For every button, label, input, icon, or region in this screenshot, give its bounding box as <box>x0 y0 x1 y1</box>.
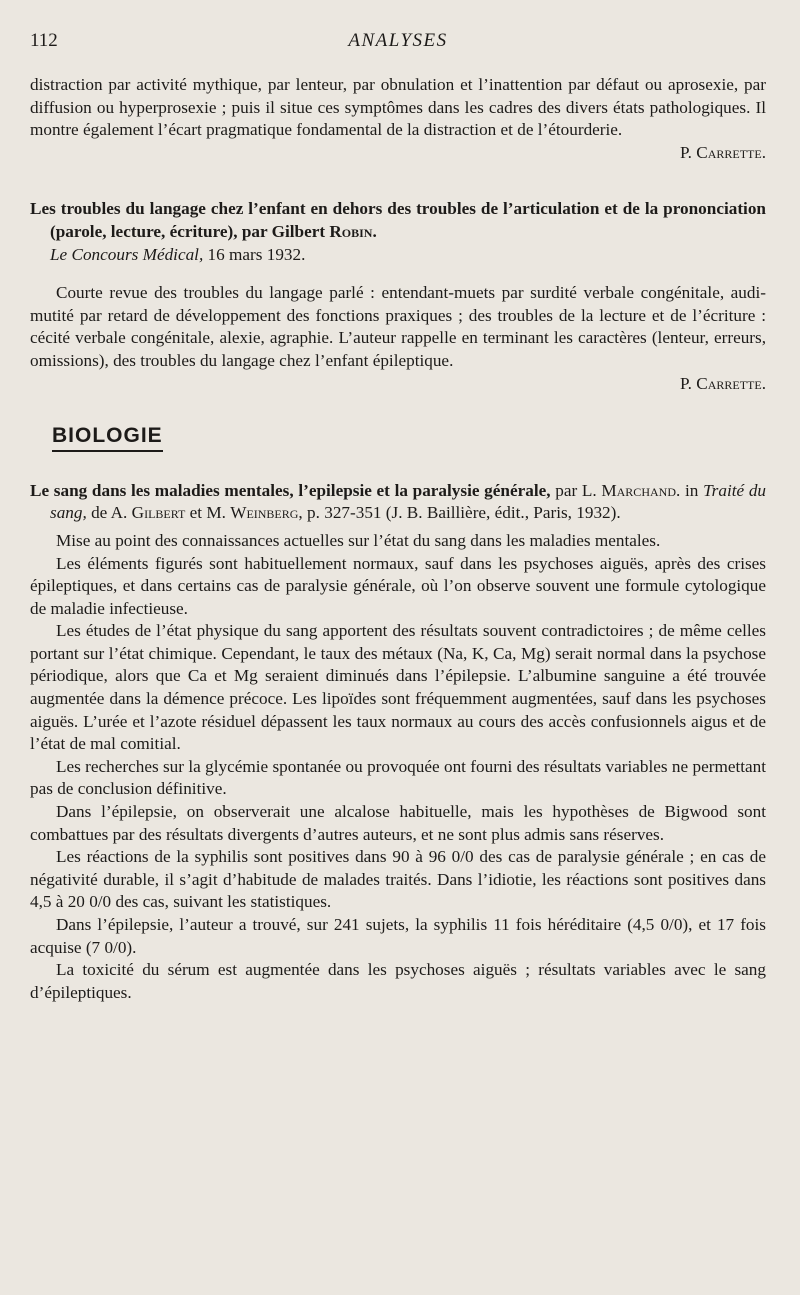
citation-de: de A. <box>91 503 128 523</box>
spacer <box>30 266 766 282</box>
citation-author: Marchand. <box>601 480 681 500</box>
page-content <box>30 74 766 1004</box>
article-paragraph: Les éléments figurés sont habituellement normaux, sauf dans les psychoses aiguës, après des crises épileptiques, et dans certains cas de paralysie générale, où l’on observe souvent une formule cytologique de maladie infectieuse. <box>30 553 766 618</box>
page-number: 112 <box>30 30 58 51</box>
article-citation <box>30 480 766 525</box>
journal-name: Le Concours Médical, <box>50 244 204 264</box>
citation-author: Gilbert <box>131 503 186 523</box>
running-title: ANALYSES <box>348 30 448 51</box>
article-paragraph: Dans l’épilepsie, l’auteur a trouvé, sur 241 sujets, la syphilis 11 fois héréditaire (4,5 0/0), et 17 fois acquise (7 0/0). <box>30 915 766 957</box>
article-paragraph: Les réactions de la syphilis sont positives dans 90 à 96 0/0 des cas de paralysie générale ; en cas de négativité durable, il s’agit d’habitude de malades traités. Dans l’idiotie, les réactions sont positives dans 4,5 à 20 0/0 des cas, suivant les statistiques. <box>30 847 766 912</box>
article-title-text: Les troubles du langage chez l’enfant en dehors des troubles de l’articulation et de la prononciation (parole, lecture, écriture), par Gilbert <box>30 199 766 241</box>
article-paragraph: Les recherches sur la glycémie spontanée ou provoquée ont fourni des résultats variables ne permettant pas de conclusion définitive. <box>30 756 766 799</box>
continued-paragraph: distraction par activité mythique, par lenteur, par obnulation et l’inattention par défaut ou aprosexie, par diffusion ou hyperprosexie ; puis il situe ces symptômes dans les cadres des divers états pathologiques. Il montre également l’écart pragmatique fondamental de la distraction et de l’étourderie. <box>30 75 766 140</box>
citation-in: in <box>684 480 699 500</box>
article-source <box>30 244 766 267</box>
journal-date: 16 mars 1932. <box>207 244 306 264</box>
article-title <box>30 198 766 243</box>
page-header <box>30 30 766 60</box>
article-paragraph: La toxicité du sérum est augmentée dans les psychoses aiguës ; résultats variables avec le sang d’épileptiques. <box>30 960 766 1002</box>
article-paragraph: Dans l’épilepsie, on observerait une alcalose habituelle, mais les hypothèses de Bigwood sont combattues par des résultats divergents d’autres auteurs, et ne sont plus admis sans réserves. <box>30 802 766 844</box>
article-title-text: Le sang dans les maladies mentales, l’epilepsie et la paralysie générale, <box>30 480 551 500</box>
article-author: Robin. <box>329 221 377 241</box>
citation-book: Traité du sang, <box>50 480 767 523</box>
article-paragraph: Les études de l’état physique du sang apportent des résultats souvent contradictoires ; de même celles portant sur l’état chimique. Cependant, le taux des métaux (Na, K, Ca, Mg) serait normal dans la psychose périodique, alors que Ca et Mg seraient diminués dans l’épilepsie. L’albumine sanguine a été trouvée augmentée dans la démence précoce. Les lipoïdes sont fréquemment augmentées, sauf dans les psychoses aiguës. L’urée et l’azote résiduel dépassent les taux normaux au cours des accès confusionnels aigus et de l’état de mal comitial. <box>30 621 766 754</box>
article-paragraph: Mise au point des connaissances actuelles sur l’état du sang dans les maladies mentales. <box>56 530 661 550</box>
signature: P. Carrette. <box>679 142 766 162</box>
article-body: Courte revue des troubles du langage parlé : entendant-muets par surdité verbale congénitale, audi-mutité par retard de développement des fonctions praxiques ; des troubles de la lecture et de l’écriture : cécité verbale congénitale, alexie, agraphie. L’auteur rappelle en terminant les caractères (lenteur, erreurs, omissions), des troubles du langage chez l’enfant épileptique. <box>30 283 766 370</box>
citation-author: Weinberg, <box>230 503 303 523</box>
citation-et: et M. <box>189 503 226 523</box>
signature: P. Carrette. <box>679 373 766 393</box>
citation-by: par L. <box>555 480 597 500</box>
citation-pages: p. 327-351 (J. B. Baillière, édit., Paris, 1932). <box>307 503 621 523</box>
section-heading: BIOLOGIE <box>52 425 163 452</box>
